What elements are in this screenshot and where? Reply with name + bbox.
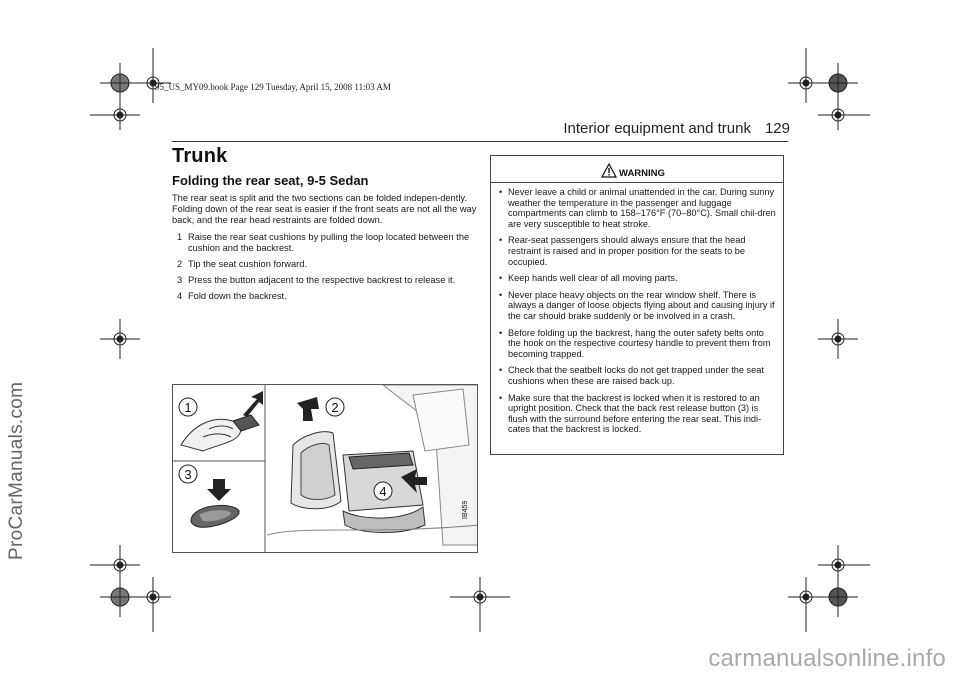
step-number: 2: [177, 259, 183, 269]
registration-mark: [818, 577, 858, 617]
callout-4: 4: [379, 484, 387, 499]
callout-1: 1: [184, 400, 192, 415]
warning-label: WARNING: [619, 168, 665, 179]
step-text: Fold down the backrest.: [188, 291, 287, 301]
list-item: [172, 275, 477, 286]
header-rule: [172, 141, 788, 142]
callout-2: 2: [331, 400, 339, 415]
steps-list: [172, 232, 477, 307]
list-item: • Before folding up the backrest, hang the outer safety belts onto the hook on the respective courtesy handle to prevent them from becoming trapped.: [499, 328, 779, 360]
step-number: 3: [177, 275, 183, 285]
step-text: Tip the seat cushion forward.: [188, 259, 308, 269]
registration-mark: [100, 577, 140, 617]
registration-mark: [818, 545, 870, 580]
registration-mark: [90, 100, 140, 130]
list-item: [172, 232, 477, 254]
list-item: • Make sure that the backrest is locked when it is restored to an upright position. Check that the back rest release button (3) is flush with the surround before entering the rear seat. This indi-cates that the backrest is locked.: [499, 393, 779, 435]
section-heading: Folding the rear seat, 9-5 Sedan: [172, 173, 369, 188]
list-item: • Rear-seat passengers should always ensure that the head restraint is raised and in proper position for the seats to be occupied.: [499, 235, 779, 267]
list-item: • Check that the seatbelt locks do not get trapped under the seat cushions when these are raised back up.: [499, 365, 779, 386]
registration-mark: [135, 48, 171, 103]
registration-mark: [818, 63, 858, 103]
warning-triangle-icon: [601, 163, 617, 178]
registration-mark: [788, 577, 824, 632]
list-item: • Never leave a child or animal unattended in the car. During sunny weather the temperature in the passenger and luggage compartments can climb to 158–176°F (70–80°C). Small chil-dren are very susceptible to heat stroke.: [499, 187, 779, 229]
registration-mark: [100, 63, 140, 103]
illustration-drawing: [173, 385, 478, 553]
running-header: [560, 120, 790, 137]
step-number: 4: [177, 291, 183, 301]
registration-mark: [135, 577, 171, 632]
step-number: 1: [177, 232, 183, 242]
registration-mark: [90, 545, 140, 580]
book-header-info: 95_US_MY09.book Page 129 Tuesday, April 15, 2008 11:03 AM: [155, 82, 391, 92]
registration-mark: [450, 577, 510, 632]
callout-3: 3: [184, 467, 192, 482]
registration-mark: [818, 319, 858, 359]
footer-watermark: carmanualsonline.info: [708, 645, 946, 672]
registration-mark: [818, 100, 870, 130]
side-watermark: ProCarManuals.com: [6, 381, 27, 560]
list-item: • Never place heavy objects on the rear window shelf. There is always a danger of loose objects flying about and causing injury if the car should brake suddenly or be involved in a crash.: [499, 290, 779, 322]
page-number: 129: [764, 120, 790, 137]
step-text: Raise the rear seat cushions by pulling the loop located between the cushion and the backrest.: [188, 232, 470, 253]
step-text: Press the button adjacent to the respective backrest to release it.: [188, 275, 456, 285]
warning-list: [499, 187, 779, 441]
list-item: [172, 291, 477, 302]
section-name: Interior equipment and trunk: [563, 120, 751, 137]
seat-folding-illustration: [172, 384, 478, 553]
warning-box: [490, 155, 784, 455]
registration-mark: [788, 48, 824, 103]
page-title: Trunk: [172, 145, 228, 167]
list-item: [172, 259, 477, 270]
figure-code: IB459: [462, 500, 469, 519]
warning-header: [491, 156, 783, 183]
list-item: • Keep hands well clear of all moving parts.: [499, 273, 779, 284]
intro-paragraph: The rear seat is split and the two sections can be folded indepen-dently. Folding down of the rear seat is easier if the front seats are not all the way back, and the rear head restraints are folded down.: [172, 193, 477, 225]
registration-mark: [100, 319, 140, 359]
